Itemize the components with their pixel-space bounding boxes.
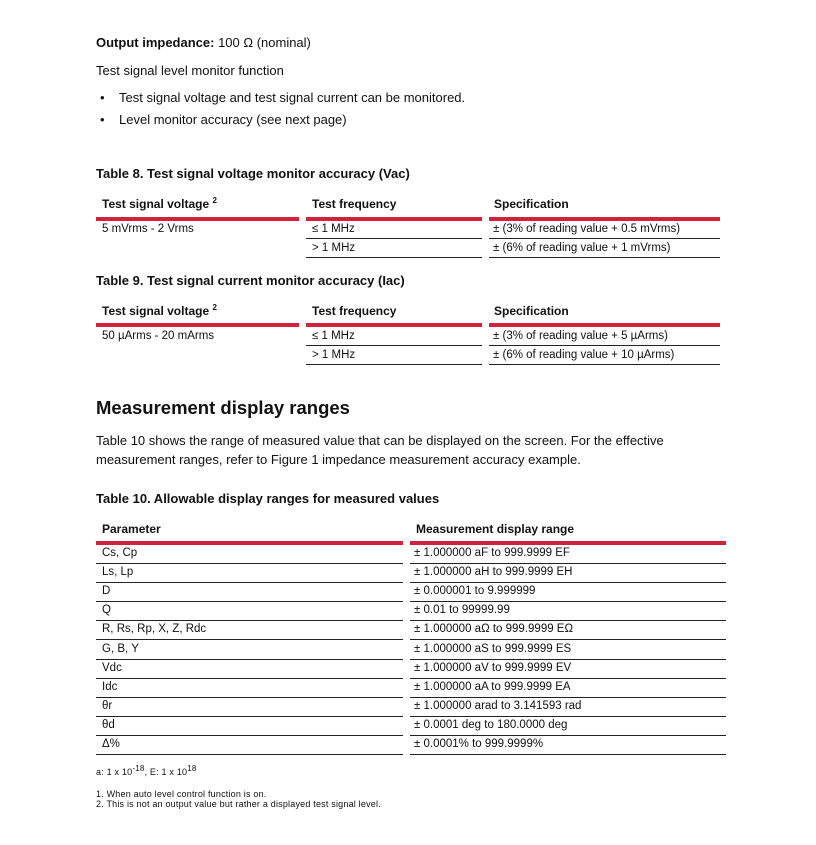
footnote-ref: 2 [212,303,217,312]
table10-row-rule [96,620,403,621]
table10-parameter-cell: Q [102,604,111,617]
table8-row-rule [306,238,482,239]
bullet-text: Test signal voltage and test signal current can be monitored. [119,90,466,105]
table9-level-cell: 50 µArms - 20 mArms [102,330,215,342]
table10-range-cell: ± 1.000000 aA to 999.9999 EA [414,680,571,693]
table8-caption: Table 8. Test signal voltage monitor accuracy (Vac) [96,166,410,181]
prefix-a-text: a: 1 x 10 [96,767,133,777]
table8-red-rule [306,217,482,221]
table10-row-rule [410,601,726,602]
table10-row-rule [410,735,726,736]
output-impedance-value: 100 Ω (nominal) [214,35,311,50]
output-impedance-line [96,33,311,52]
table9-red-rule [306,323,482,327]
table9-header-level [102,304,217,318]
table10-range-cell: ± 1.000000 aF to 999.9999 EF [414,547,570,559]
table10-parameter-cell: G, B, Y [102,642,139,655]
table10-row-rule [410,582,726,583]
table10-range-cell: ± 1.000000 arad to 3.141593 rad [414,699,582,712]
table10-row-rule [96,601,403,602]
table8-level-cell: 5 mVrms - 2 Vrms [102,223,194,235]
table10-row-rule [96,697,403,698]
table10-row-rule [410,678,726,679]
table10-red-rule [410,541,726,545]
table9-row-rule [489,364,720,365]
table10-row-rule [410,659,726,660]
table10-range-cell: ± 0.000001 to 9.999999 [414,585,536,598]
table10-row-rule [96,716,403,717]
table10-row-rule [96,754,403,755]
table8-red-rule [96,217,299,221]
table9-row-rule [306,345,482,346]
table10-parameter-cell: D [102,585,111,598]
footnote-1: 1. When auto level control function is on. [96,789,267,799]
header-text: Test signal voltage [102,197,210,211]
table8-spec-cell: ± (3% of reading value + 0.5 mVrms) [493,223,681,235]
monitor-function-text: Test signal level monitor function [96,63,284,78]
table10-range-cell: ± 1.000000 aH to 999.9999 EH [414,566,573,579]
table9-header-frequency: Test frequency [312,304,397,318]
table10-header-range: Measurement display range [416,522,575,536]
table10-parameter-cell: Vdc [102,661,122,674]
table8-row-rule [306,257,482,258]
prefix-a-exponent: -18 [132,764,145,773]
section-paragraph-line-2: measurement ranges, refer to Figure 1 impedance measurement accuracy example. [96,452,581,467]
table9-spec-cell: ± (3% of reading value + 5 µArms) [493,330,668,342]
bullet-icon: • [100,90,105,105]
table10-range-cell: ± 1.000000 aS to 999.9999 ES [414,642,572,655]
bullet-text: Level monitor accuracy (see next page) [119,112,347,127]
bullet-item-1 [100,88,465,107]
table10-row-rule [96,659,403,660]
table10-parameter-cell: Idc [102,680,118,693]
table10-range-cell: ± 1.000000 aΩ to 999.9999 EΩ [414,623,574,636]
table10-parameter-cell: R, Rs, Rp, X, Z, Rdc [102,623,207,636]
table10-parameter-cell: Cs, Cp [102,547,138,559]
table8-header-frequency: Test frequency [312,197,397,211]
table10-red-rule [96,541,403,545]
table9-red-rule [96,323,299,327]
header-text: Test signal voltage [102,304,210,318]
table8-row-rule [489,257,720,258]
table10-range-cell: ± 0.0001% to 999.9999% [414,738,544,750]
prefix-e-text: , E: 1 x 10 [144,767,188,777]
table10-row-rule [96,563,403,564]
section-paragraph-line-1: Table 10 shows the range of measured value that can be displayed on the screen. For the effective [96,433,664,448]
table10-header-parameter: Parameter [102,522,161,536]
table10-row-rule [96,735,403,736]
footnote-2: 2. This is not an output value but rather a displayed test signal level. [96,799,381,809]
table9-freq-cell: > 1 MHz [312,349,356,361]
table10-row-rule [96,582,403,583]
table8-header-specification: Specification [494,197,569,211]
table8-header-level [102,197,217,211]
table8-red-rule [489,217,720,221]
table9-row-rule [489,345,720,346]
table8-row-rule [489,238,720,239]
table10-row-rule [96,678,403,679]
footnote-ref: 2 [212,196,217,205]
table9-freq-cell: ≤ 1 MHz [312,330,355,342]
table8-spec-cell: ± (6% of reading value + 1 mVrms) [493,242,671,254]
table9-spec-cell: ± (6% of reading value + 10 µArms) [493,349,675,361]
table10-parameter-cell: θd [102,718,115,731]
table10-parameter-cell: θr [102,699,113,712]
table10-row-rule [410,639,726,640]
bullet-icon: • [100,112,105,127]
table10-row-rule [410,716,726,717]
output-impedance-label: Output impedance: [96,35,215,50]
table9-caption: Table 9. Test signal current monitor accuracy (Iac) [96,273,405,288]
table8-freq-cell: > 1 MHz [312,242,356,254]
table9-red-rule [489,323,720,327]
table10-row-rule [96,639,403,640]
table10-caption: Table 10. Allowable display ranges for measured values [96,491,440,506]
table10-row-rule [410,620,726,621]
table9-row-rule [306,364,482,365]
table10-row-rule [410,754,726,755]
section-heading: Measurement display ranges [96,397,350,418]
table10-parameter-cell: Ls, Lp [102,566,134,579]
table10-range-cell: ± 1.000000 aV to 999.9999 EV [414,661,572,674]
table8-freq-cell: ≤ 1 MHz [312,223,355,235]
table10-row-rule [410,697,726,698]
table10-range-cell: ± 0.0001 deg to 180.0000 deg [414,718,568,731]
table9-header-specification: Specification [494,304,569,318]
prefix-footnote [96,764,197,777]
bullet-item-2 [100,110,347,129]
prefix-e-exponent: 18 [187,764,197,773]
table10-row-rule [410,563,726,564]
table10-range-cell: ± 0.01 to 99999.99 [414,604,510,617]
table10-parameter-cell: Δ% [102,738,120,750]
